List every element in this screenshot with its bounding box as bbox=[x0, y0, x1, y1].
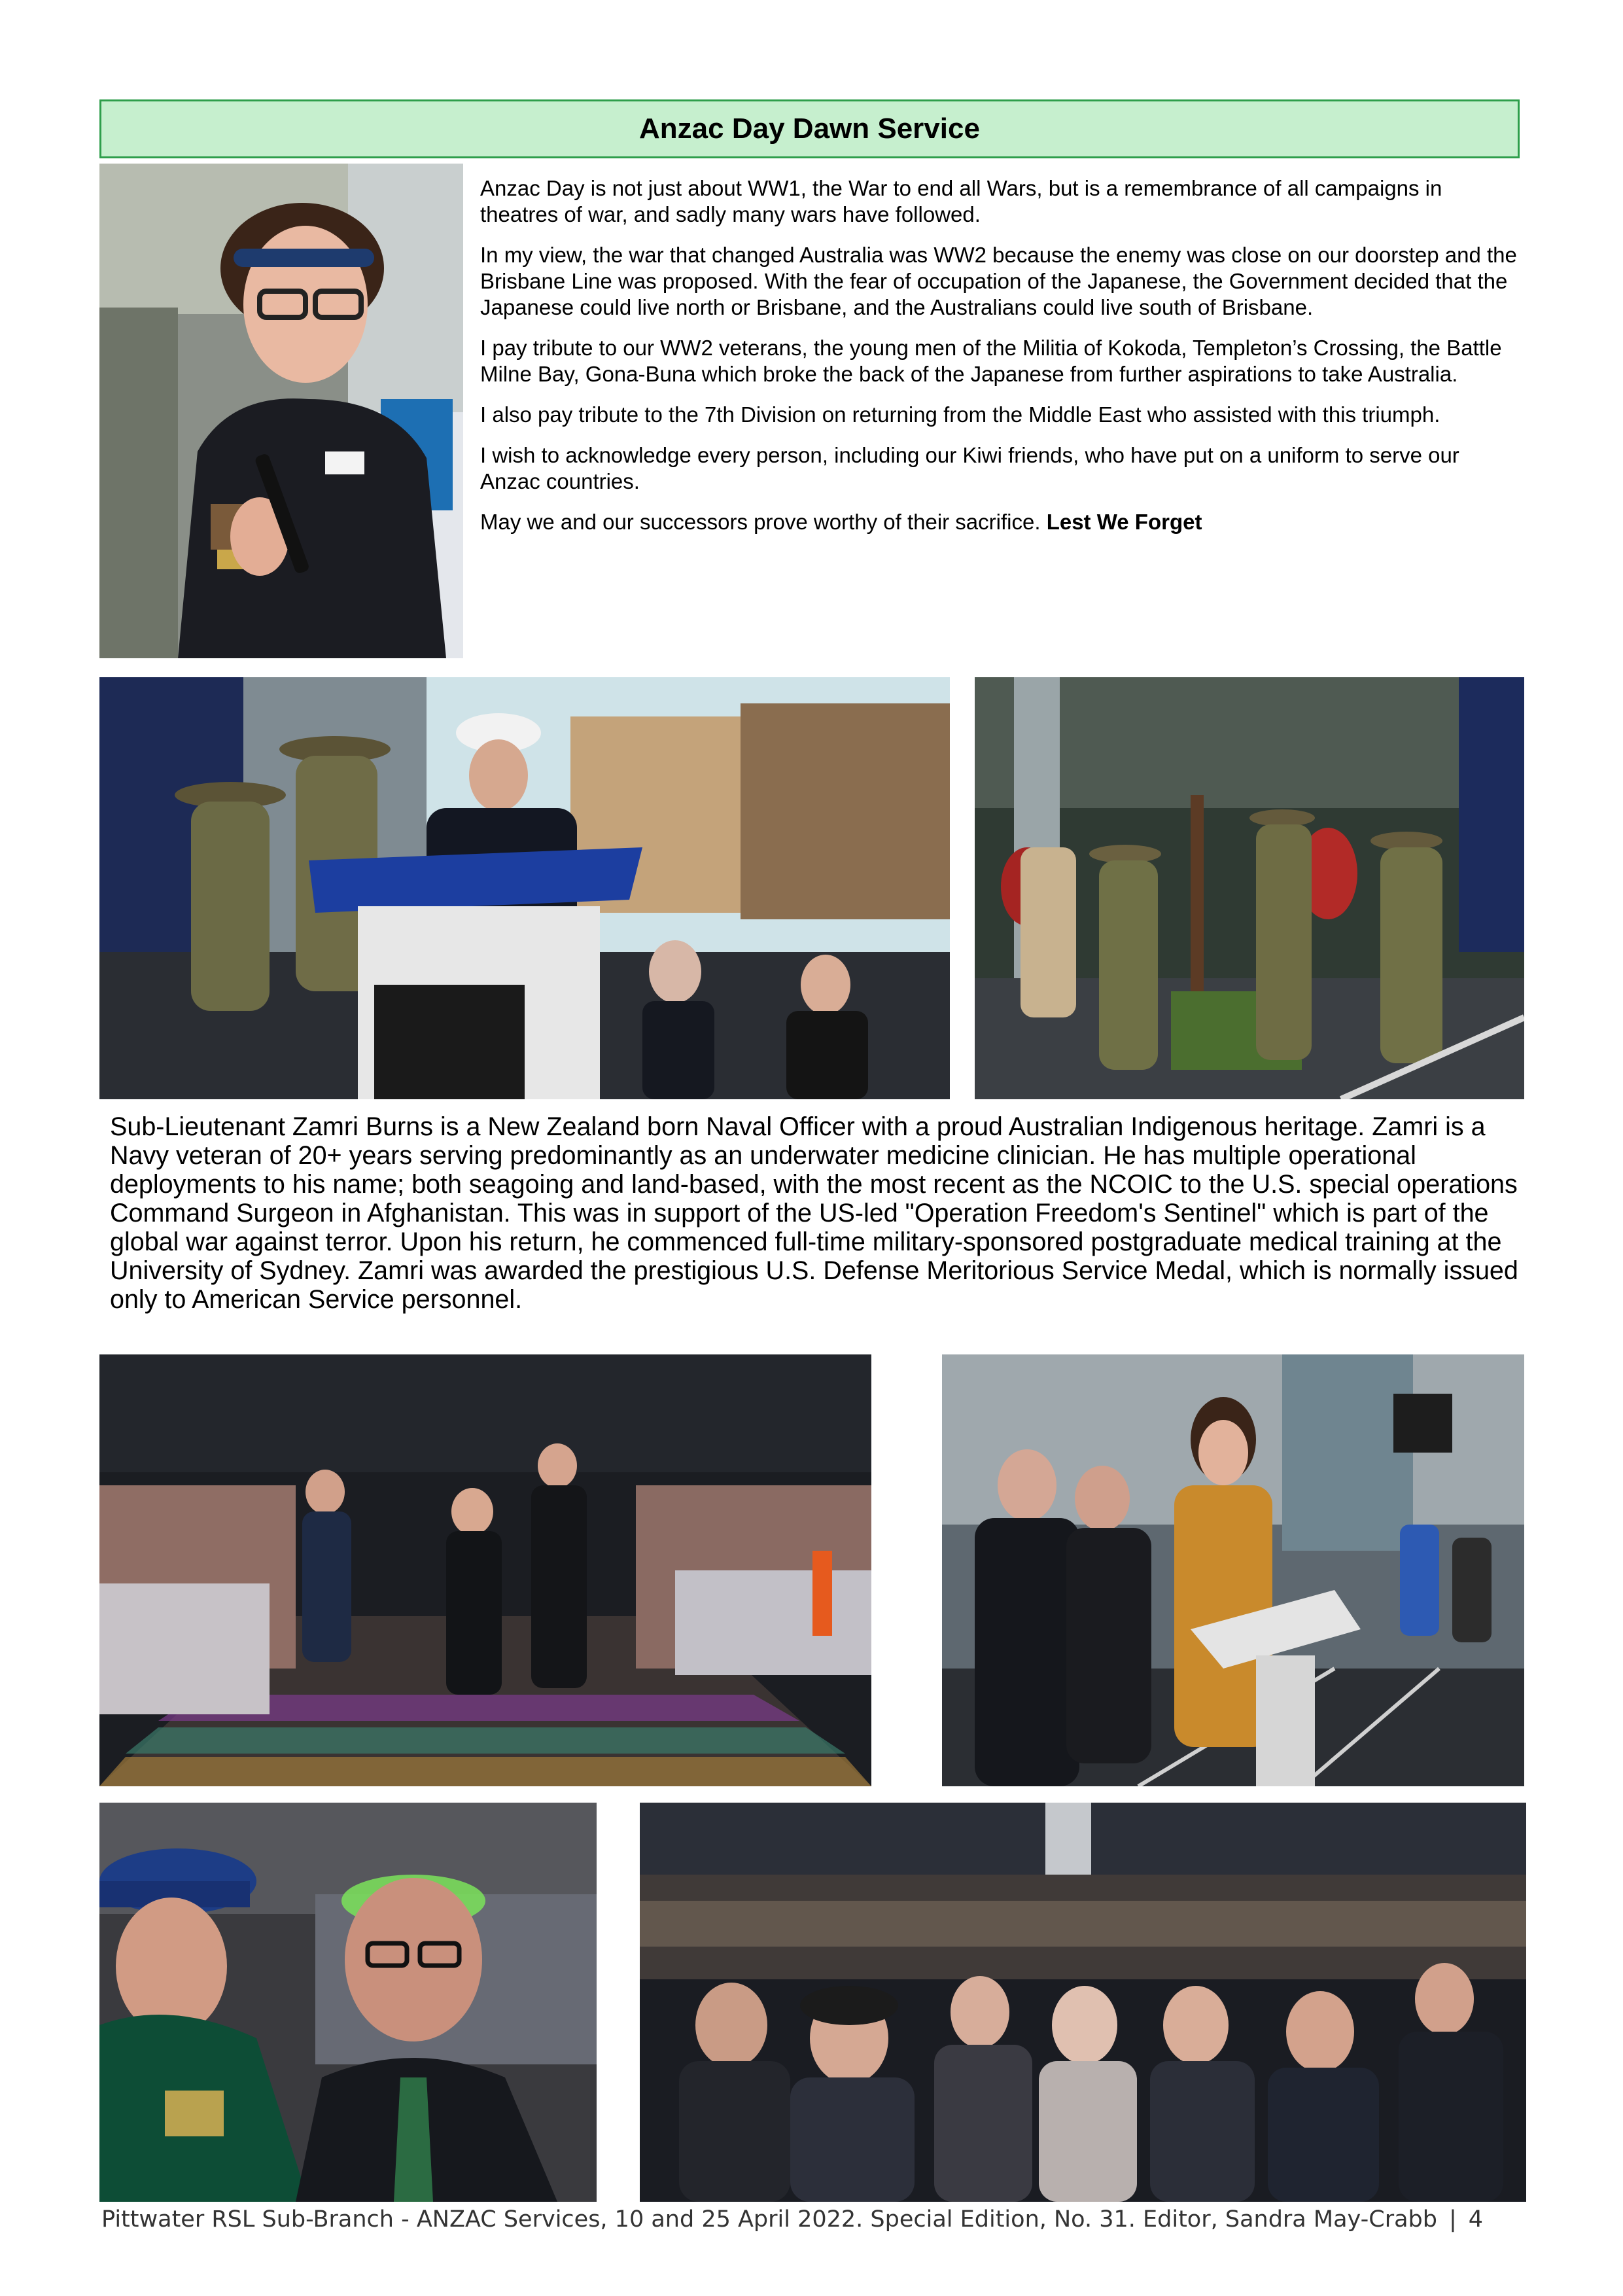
intro-paragraph: I also pay tribute to the 7th Division on returning from the Middle East who assisted with this triumph. bbox=[480, 402, 1440, 427]
lest-we-forget: Lest We Forget bbox=[1046, 510, 1202, 534]
intro-paragraph: I pay tribute to our WW2 veterans, the young men of the Militia of Kokoda, Templeton’s Crossing, the Battle Milne Bay, Gona-Buna which broke the back of the Japanese from further aspirations to take Australia. bbox=[480, 336, 1502, 386]
closing-text: May we and our successors prove worthy of their sacrifice. bbox=[480, 510, 1041, 534]
photo-veterans-procession bbox=[99, 1354, 871, 1786]
bio-paragraph: Sub-Lieutenant Zamri Burns is a New Zealand born Naval Officer with a proud Australian Indigenous heritage. Zamri is a Navy veteran of 20+ years serving predominantly as an underwater medicine clinician. He has multiple operational deployments to his name; both seagoing and land-based, with the most recent as the NCOIC to the U.S. special operations Command Surgeon in Afghanistan. This was in support of the US-led "Operation Freedom's Sentinel" which is part of the global war against terror. Upon his return, he commenced full-time military-sponsored postgraduate medical training at the University of Sydney. Zamri was awarded the prestigious U.S. Defense Meritorious Service Medal, which is normally issued only to American Service personnel. bbox=[110, 1112, 1518, 1314]
page-footer bbox=[101, 2206, 1527, 2233]
photo-naval-officer-lectern bbox=[99, 677, 950, 1099]
footer-separator: | bbox=[1448, 2206, 1457, 2233]
intro-paragraph: In my view, the war that changed Australia was WW2 because the enemy was close on our doorstep and the Brisbane Line was proposed. With the fear of occupation of the Japanese, the Government decided that the Japanese could live north or Brisbane, and the Australians could live south of Brisbane. bbox=[480, 243, 1517, 319]
intro-text-block bbox=[480, 175, 1520, 550]
section-title-banner bbox=[99, 99, 1520, 158]
photo-seated-audience bbox=[640, 1803, 1526, 2202]
page-number: 4 bbox=[1468, 2206, 1484, 2233]
photo-police-officer-and-guest bbox=[99, 1803, 597, 2202]
page-title: Anzac Day Dawn Service bbox=[639, 113, 980, 145]
intro-paragraph: I wish to acknowledge every person, including our Kiwi friends, who have put on a uniform to serve our Anzac countries. bbox=[480, 443, 1459, 493]
photo-speaker-at-lectern bbox=[942, 1354, 1524, 1786]
intro-closing-paragraph bbox=[480, 509, 1520, 535]
bio-text-block bbox=[110, 1112, 1526, 1314]
photo-speaker-portrait bbox=[99, 164, 463, 658]
photo-soldiers-wreath-ceremony bbox=[975, 677, 1524, 1099]
intro-paragraph: Anzac Day is not just about WW1, the War to end all Wars, but is a remembrance of all campaigns in theatres of war, and sadly many wars have followed. bbox=[480, 176, 1442, 226]
footer-text: Pittwater RSL Sub-Branch - ANZAC Services, 10 and 25 April 2022. Special Edition, No. 31. Editor, Sandra May-Crabb bbox=[101, 2206, 1437, 2233]
